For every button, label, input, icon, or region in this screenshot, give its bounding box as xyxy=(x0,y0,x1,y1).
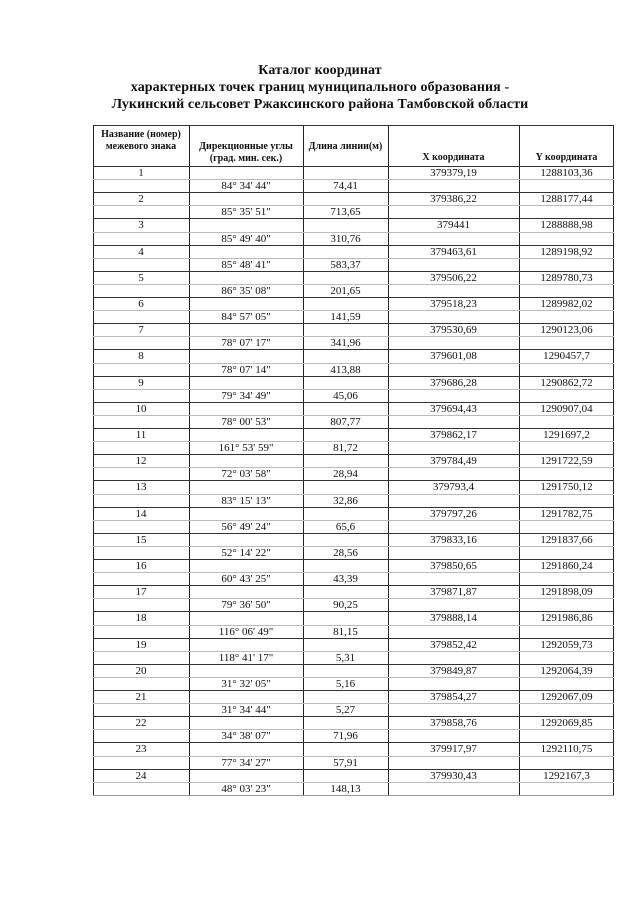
x-coordinate-cell: 379854,27 xyxy=(430,691,477,703)
direction-angle-cell: 85° 35' 51" xyxy=(221,206,271,219)
document-title-line-2: характерных точек границ муниципального образования - xyxy=(130,80,510,95)
point-name-cell: 13 xyxy=(135,481,147,494)
line-length-cell: 45,06 xyxy=(333,389,358,402)
x-coordinate-cell: 379601,08 xyxy=(430,350,477,363)
table-row-rule xyxy=(93,467,614,468)
x-coordinate-cell: 379797,26 xyxy=(430,507,477,520)
point-name-cell: 14 xyxy=(135,507,147,520)
table-row-rule xyxy=(93,651,614,652)
x-coordinate-cell: 379850,65 xyxy=(430,560,477,572)
point-name-cell: 5 xyxy=(138,271,144,284)
direction-angle-cell: 161° 53' 59" xyxy=(218,442,274,455)
header-x-coordinate: X координата xyxy=(422,152,485,163)
y-coordinate-cell: 1291986,86 xyxy=(540,612,593,625)
table-row-rule xyxy=(93,677,614,678)
x-coordinate-cell: 379888,14 xyxy=(430,612,477,625)
table-row-rule xyxy=(93,572,614,573)
y-coordinate-cell: 1289982,02 xyxy=(540,298,593,310)
point-name-cell: 20 xyxy=(135,664,147,677)
y-coordinate-cell: 1292167,3 xyxy=(543,769,590,782)
point-name-cell: 1 xyxy=(138,167,144,179)
line-length-cell: 583,37 xyxy=(330,258,361,271)
point-name-cell: 12 xyxy=(135,455,147,468)
direction-angle-cell: 86° 35' 08" xyxy=(221,284,271,297)
line-length-cell: 413,88 xyxy=(330,363,361,376)
direction-angle-cell: 84° 34' 44" xyxy=(221,180,271,193)
y-coordinate-cell: 1291697,2 xyxy=(543,429,590,441)
direction-angle-cell: 48° 03' 23" xyxy=(221,782,271,795)
point-name-cell: 3 xyxy=(138,219,144,232)
line-length-cell: 807,77 xyxy=(330,415,361,428)
point-name-cell: 18 xyxy=(135,612,147,625)
direction-angle-cell: 85° 48' 41" xyxy=(221,258,271,271)
direction-angle-cell: 60° 43' 25" xyxy=(221,573,271,586)
point-name-cell: 6 xyxy=(138,298,144,310)
line-length-cell: 65,6 xyxy=(335,520,356,533)
x-coordinate-cell: 379793,4 xyxy=(432,481,475,494)
point-name-cell: 7 xyxy=(138,324,144,337)
table-row-rule xyxy=(93,795,614,796)
point-name-cell: 22 xyxy=(135,717,147,730)
line-length-cell: 32,86 xyxy=(333,494,358,507)
x-coordinate-cell: 379833,16 xyxy=(430,533,477,546)
x-coordinate-cell: 379379,19 xyxy=(430,167,477,179)
direction-angle-cell: 34° 38' 07" xyxy=(221,730,271,743)
table-row-rule xyxy=(93,729,614,730)
direction-angle-cell: 78° 07' 14" xyxy=(221,363,271,376)
x-coordinate-cell: 379871,87 xyxy=(430,586,477,599)
x-coordinate-cell: 379862,17 xyxy=(430,429,477,441)
y-coordinate-cell: 1289780,73 xyxy=(540,271,593,284)
x-coordinate-cell: 379506,22 xyxy=(430,271,477,284)
table-row-rule xyxy=(93,441,614,442)
table-row-rule xyxy=(93,363,614,364)
table-row-rule xyxy=(93,205,614,206)
line-length-cell: 5,16 xyxy=(335,677,356,690)
point-name-cell: 17 xyxy=(135,586,147,599)
table-row-rule xyxy=(93,310,614,311)
point-name-cell: 21 xyxy=(135,691,147,703)
line-length-cell: 201,65 xyxy=(330,284,361,297)
direction-angle-cell: 118° 41' 17" xyxy=(218,651,274,664)
direction-angle-cell: 78° 00' 53" xyxy=(221,415,271,428)
line-length-cell: 74,41 xyxy=(333,180,358,193)
direction-angle-cell: 83° 15' 13" xyxy=(221,494,271,507)
line-length-cell: 90,25 xyxy=(333,599,358,612)
line-length-cell: 5,27 xyxy=(335,704,356,717)
point-name-cell: 9 xyxy=(138,376,144,389)
table-row-rule xyxy=(93,703,614,704)
line-length-cell: 81,15 xyxy=(333,625,358,638)
y-coordinate-cell: 1291722,59 xyxy=(540,455,593,468)
y-coordinate-cell: 1289198,92 xyxy=(540,245,593,258)
y-coordinate-cell: 1291750,12 xyxy=(540,481,593,494)
line-length-cell: 28,56 xyxy=(333,546,358,559)
table-row-rule xyxy=(93,546,614,547)
table-row-rule xyxy=(93,520,614,521)
table-row-rule xyxy=(93,782,614,783)
point-name-cell: 19 xyxy=(135,638,147,651)
direction-angle-cell: 85° 49' 40" xyxy=(221,232,271,245)
table-row-rule xyxy=(93,336,614,337)
line-length-cell: 57,91 xyxy=(333,756,358,769)
table-row-rule xyxy=(93,756,614,757)
direction-angle-cell: 84° 57' 05" xyxy=(221,311,271,324)
point-name-cell: 4 xyxy=(138,245,144,258)
x-coordinate-cell: 379917,97 xyxy=(430,743,477,756)
line-length-cell: 71,96 xyxy=(333,730,358,743)
x-coordinate-cell: 379852,42 xyxy=(430,638,477,651)
y-coordinate-cell: 1291860,24 xyxy=(540,560,593,572)
table-row-rule xyxy=(93,258,614,259)
point-name-cell: 2 xyxy=(138,193,144,206)
y-coordinate-cell: 1288888,98 xyxy=(540,219,593,232)
line-length-cell: 310,76 xyxy=(330,232,361,245)
y-coordinate-cell: 1291837,66 xyxy=(540,533,593,546)
line-length-cell: 5,31 xyxy=(335,651,356,664)
line-length-cell: 713,65 xyxy=(330,206,361,219)
point-name-cell: 24 xyxy=(135,769,147,782)
point-name-cell: 23 xyxy=(135,743,147,756)
x-coordinate-cell: 379858,76 xyxy=(430,717,477,730)
direction-angle-cell: 116° 06' 49" xyxy=(218,625,274,638)
direction-angle-cell: 79° 34' 49" xyxy=(221,389,271,402)
x-coordinate-cell: 379386,22 xyxy=(430,193,477,206)
x-coordinate-cell: 379694,43 xyxy=(430,402,477,415)
direction-angle-cell: 72° 03' 58" xyxy=(221,468,271,481)
table-row-rule xyxy=(93,625,614,626)
table-row-rule xyxy=(93,415,614,416)
x-coordinate-cell: 379686,28 xyxy=(430,376,477,389)
y-coordinate-cell: 1288177,44 xyxy=(540,193,593,206)
x-coordinate-cell: 379463,61 xyxy=(430,245,477,258)
line-length-cell: 141,59 xyxy=(330,311,361,324)
coordinates-table xyxy=(93,125,614,795)
line-length-cell: 341,96 xyxy=(330,337,361,350)
direction-angle-cell: 31° 34' 44" xyxy=(221,704,271,717)
y-coordinate-cell: 1292110,75 xyxy=(540,743,593,756)
y-coordinate-cell: 1292067,09 xyxy=(540,691,593,703)
line-length-cell: 148,13 xyxy=(330,782,361,795)
table-vertical-rule xyxy=(303,125,304,795)
direction-angle-cell: 78° 07' 17" xyxy=(221,337,271,350)
y-coordinate-cell: 1290123,06 xyxy=(540,324,593,337)
direction-angle-cell: 31° 32' 05" xyxy=(221,677,271,690)
table-horizontal-rule xyxy=(93,125,614,126)
direction-angle-cell: 52° 14' 22" xyxy=(221,546,271,559)
x-coordinate-cell: 379518,23 xyxy=(430,298,477,310)
x-coordinate-cell: 379784,49 xyxy=(430,455,477,468)
y-coordinate-cell: 1290862,72 xyxy=(540,376,593,389)
header-point-name: Название (номер) межевого знака xyxy=(101,129,181,152)
x-coordinate-cell: 379441 xyxy=(437,219,470,232)
table-row-rule xyxy=(93,232,614,233)
line-length-cell: 43,39 xyxy=(333,573,358,586)
point-name-cell: 16 xyxy=(135,560,147,572)
table-row-rule xyxy=(93,494,614,495)
table-row-rule xyxy=(93,598,614,599)
x-coordinate-cell: 379530,69 xyxy=(430,324,477,337)
y-coordinate-cell: 1290907,04 xyxy=(540,402,593,415)
direction-angle-cell: 77° 34' 27" xyxy=(221,756,271,769)
direction-angle-cell: 56° 49' 24" xyxy=(221,520,271,533)
y-coordinate-cell: 1288103,36 xyxy=(540,167,593,179)
y-coordinate-cell: 1292064,39 xyxy=(540,664,593,677)
point-name-cell: 10 xyxy=(135,402,147,415)
header-direction-angle: Дирекционные углы (град. мин. сек.) xyxy=(199,141,293,164)
table-row-rule xyxy=(93,389,614,390)
header-y-coordinate: Y координата xyxy=(535,152,598,163)
line-length-cell: 81,72 xyxy=(333,442,358,455)
y-coordinate-cell: 1290457,7 xyxy=(543,350,590,363)
y-coordinate-cell: 1292059,73 xyxy=(540,638,593,651)
y-coordinate-cell: 1291898,09 xyxy=(540,586,593,599)
document-title-line-1: Каталог координат xyxy=(258,63,382,78)
table-vertical-rule xyxy=(189,125,190,795)
table-row-rule xyxy=(93,284,614,285)
direction-angle-cell: 79° 36' 50" xyxy=(221,599,271,612)
header-line-length: Длина линии(м) xyxy=(308,141,383,152)
point-name-cell: 11 xyxy=(135,429,147,441)
y-coordinate-cell: 1291782,75 xyxy=(540,507,593,520)
y-coordinate-cell: 1292069,85 xyxy=(540,717,593,730)
point-name-cell: 8 xyxy=(138,350,144,363)
line-length-cell: 28,94 xyxy=(333,468,358,481)
table-row-rule xyxy=(93,179,614,180)
x-coordinate-cell: 379849,87 xyxy=(430,664,477,677)
document-title-line-3: Лукинский сельсовет Ржаксинского района Тамбовской области xyxy=(111,97,529,112)
point-name-cell: 15 xyxy=(135,533,147,546)
x-coordinate-cell: 379930,43 xyxy=(430,769,477,782)
